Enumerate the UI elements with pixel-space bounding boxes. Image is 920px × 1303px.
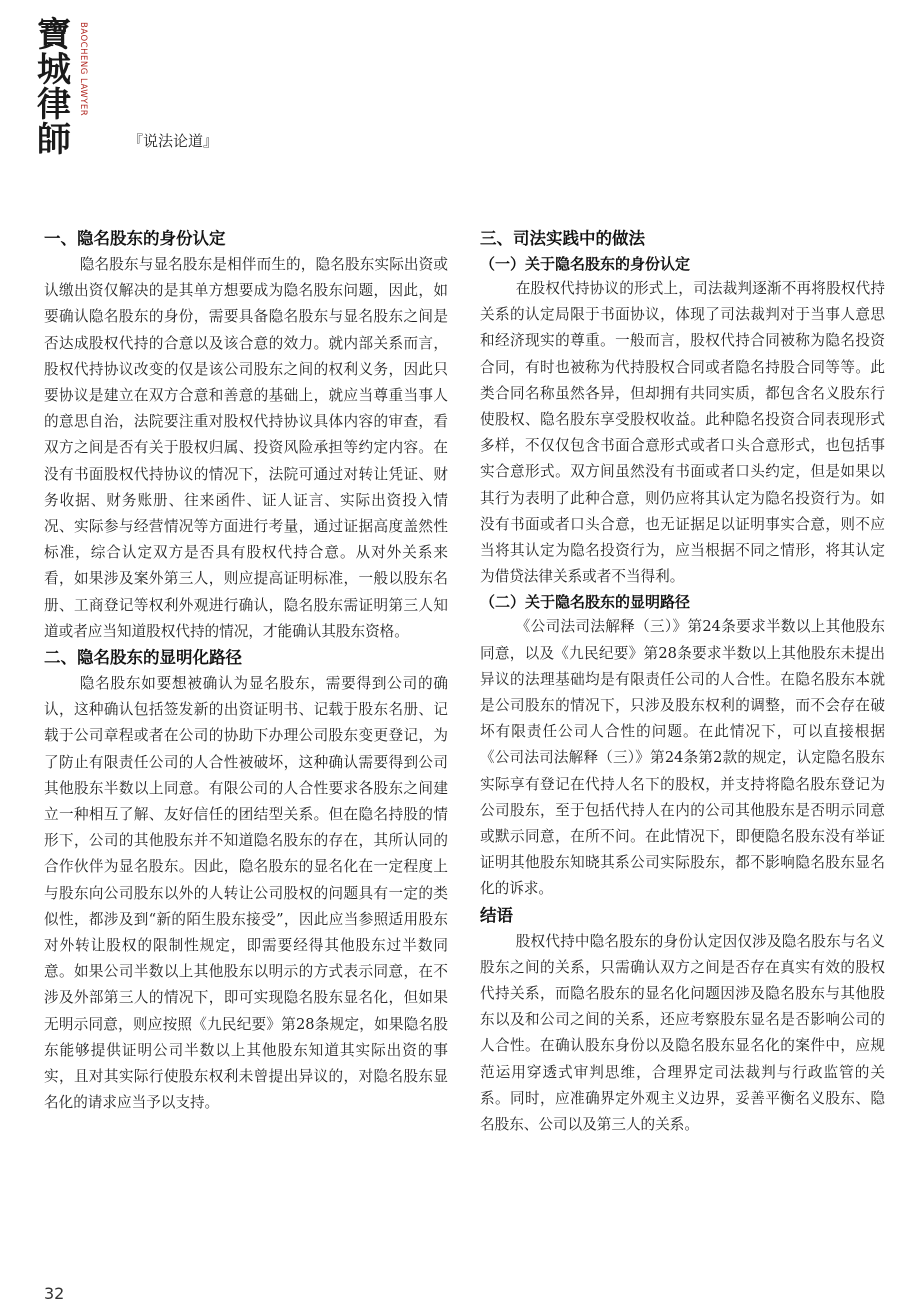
left-column: [44, 226, 448, 1117]
subsection-heading: （二）关于隐名股东的显明路径: [480, 593, 691, 612]
logo-char: 師: [37, 120, 71, 160]
section-heading: 结语: [480, 905, 513, 925]
section-tag: 『说法论道』: [128, 132, 219, 150]
paragraph: 《公司法司法解释（三）》第24条要求半数以上其他股东同意，以及《九民纪要》第28条要求半数以上其他股东未提出异议的法理基础均是有限责任公司的人合性。在隐名股东本就是公司股东的情况下，只涉及股东权利的调整，而不会存在破坏有限责任公司人合性的问题。在此情况下，可以直接根据《公司法司法解释（三）》第24条第2款的规定，认定隐名股东实际享有登记在代持人名下的股权，并支持将隐名股东登记为公司股东，至于包括代持人在内的公司其他股东是否明示同意或默示同意，在所不问。在此情况下，即便隐名股东没有举证证明其他股东知晓其系公司实际股东，都不影响隐名股东显名化的诉求。: [480, 618, 885, 898]
section-heading: 三、司法实践中的做法: [480, 229, 645, 248]
paragraph: 在股权代持协议的形式上，司法裁判逐渐不再将股权代持关系的认定局限于书面协议，体现了司法裁判对于当事人意思和经济现实的尊重。一般而言，股权代持合同被称为隐名投资合同，有时也被称为代持股权合同或者隐名持股合同等等。此类合同名称虽然各异，但却拥有共同实质，都包含名义股东行使股权、隐名股东享受股权收益。此种隐名投资合同表现形式多样，不仅仅包含书面合意形式或者口头合意形式，也包括事实合意形式。双方间虽然没有书面或者口头约定，但是如果以其行为表明了此种合意，则仍应将其认定为隐名投资行为。如没有书面或者口头合意，也无证据足以证明事实合意，则不应当将其认定为隐名投资行为，应当根据不同之情形，将其认定为借贷法律关系或者不当得利。: [480, 280, 885, 586]
right-column: [480, 226, 885, 1138]
section-heading: 一、隐名股东的身份认定: [44, 229, 226, 248]
logo-char: 城: [37, 50, 71, 90]
logo-char: 律: [37, 85, 71, 125]
paragraph: 隐名股东与显名股东是相伴而生的，隐名股东实际出资或认缴出资仅解决的是其单方想要成为隐名股东问题，因此，如要确认隐名股东的身份，需要具备隐名股东与显名股东之间是否达成股权代持的合意以及该合意的效力。就内部关系而言，股权代持协议改变的仅是该公司股东之间的权利义务，因此只要协议是建立在双方合意和善意的基础上，就应当尊重当事人的意思自治，法院要注重对股权代持协议具体内容的审查，看双方之间是否有关于股权归属、投资风险承担等约定内容。在没有书面股权代持协议的情况下，法院可通过对转让凭证、财务收据、财务账册、往来函件、证人证言、实际出资投入情况、实际参与经营情况等方面进行考量，通过证据高度盖然性标准，综合认定双方是否具有股权代持合意。从对外关系来看，如果涉及案外第三人，则应提高证明标准，一般以股东名册、工商登记等权利外观进行确认，隐名股东需证明第三人知道或者应当知道股权代持的情况，才能确认其股东资格。: [44, 256, 448, 640]
subsection-heading: （一）关于隐名股东的身份认定: [480, 255, 691, 273]
logo-chinese-text: [34, 15, 74, 160]
page-number: 32: [44, 1284, 65, 1303]
logo: [34, 15, 94, 168]
paragraph: 隐名股东如要想被确认为显名股东，需要得到公司的确认，这种确认包括签发新的出资证明书、记载于股东名册、记载于公司章程或者在公司的协助下办理公司股东变更登记，为了防止有限责任公司的人合性被破坏，这种确认需要得到公司其他股东半数以上同意。有限公司的人合性要求各股东之间建立一种相互了解、友好信任的团结型关系。但在隐名持股的情形下，公司的其他股东并不知道隐名股东的存在，其所认同的合作伙伴为显名股东。因此，隐名股东的显名化在一定程度上与股东向公司股东以外的人转让公司股权的问题具有一定的类似性，都涉及到“新的陌生股东接受”，因此应当参照适用股东对外转让股权的限制性规定，即需要经得其他股东过半数同意。如果公司半数以上其他股东以明示的方式表示同意，在不涉及外部第三人的情况下，即可实现隐名股东显名化，但如果无明示同意，则应按照《九民纪要》第28条规定，如果隐名股东能够提供证明公司半数以上其他股东知道其实际出资的事实，且对其实际行使股东权利未曾提出异议的，对隐名股东显名化的请求应当予以支持。: [44, 675, 448, 1112]
paragraph: 股权代持中隐名股东的身份认定因仅涉及隐名股东与名义股东之间的关系，只需确认双方之间是否存在真实有效的股权代持关系，而隐名股东的显名化问题因涉及隐名股东与其他股东以及和公司之间的关系，还应考察股东显名是否影响公司的人合性。在确认股东身份以及隐名股东显名化的案件中，应规范运用穿透式审判思维，合理界定司法裁判与行政监管的关系。同时，应准确界定外观主义边界，妥善平衡名义股东、隐名股东、公司以及第三人的关系。: [480, 932, 885, 1134]
logo-english-text: BAOCHENG LAWYER: [78, 22, 88, 117]
logo-char: 寶: [37, 15, 71, 55]
section-heading: 二、隐名股东的显明化路径: [44, 648, 242, 668]
